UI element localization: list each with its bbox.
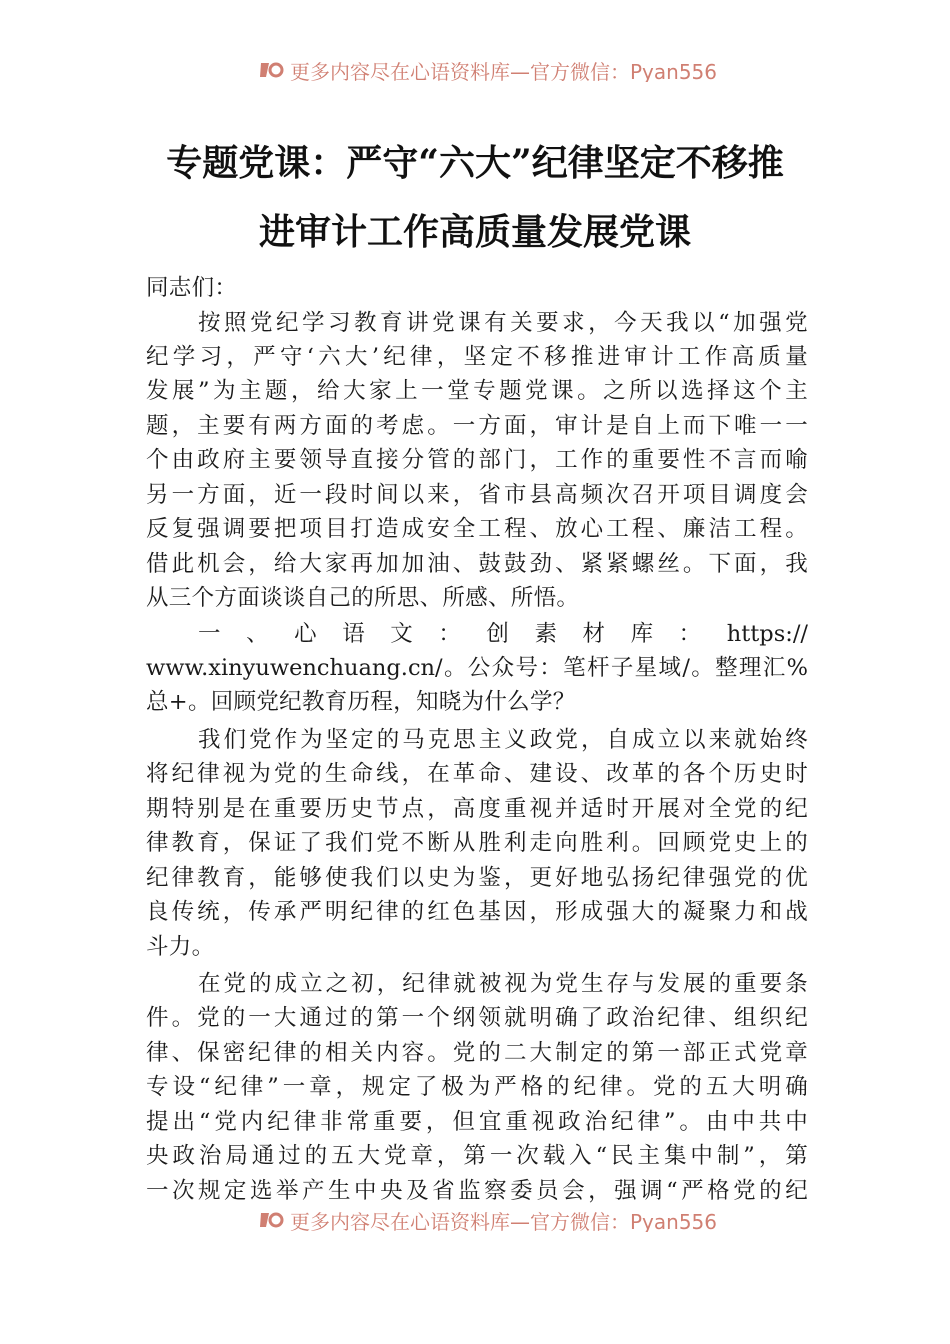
body-line: 提出“党内纪律非常重要，但宜重视政治纪律”。由中共中	[146, 1109, 808, 1135]
body-line: 良传统，传承严明纪律的红色基因，形成强大的凝聚力和战	[146, 899, 808, 925]
body-line: 律、保密纪律的相关内容。党的二大制定的第一部正式党章	[146, 1040, 808, 1066]
body-line: 反复强调要把项目打造成安全工程、放心工程、廉洁工程。	[146, 516, 808, 542]
body-line: 央政治局通过的五大党章，第一次载入“民主集中制”，第	[146, 1143, 808, 1169]
body-line: 件。党的一大通过的第一个纲领就明确了政治纪律、组织纪	[146, 1005, 808, 1031]
document-title-line-1: 专题党课：严守“六大”纪律坚定不移推	[166, 142, 784, 184]
watermark-header-text: 更多内容尽在心语资料库—官方微信：Pyan556	[290, 59, 718, 82]
watermark-logo-icon	[258, 59, 284, 81]
watermark-logo-icon	[258, 1209, 284, 1231]
salutation-line: 同志们：	[146, 275, 238, 301]
body-line: 按照党纪学习教育讲党课有关要求，今天我以“加强党	[198, 310, 808, 336]
body-line: 总+。回顾党纪教育历程，知晓为什么学？	[146, 689, 576, 715]
watermark-footer	[258, 1208, 778, 1232]
body-line: 个由政府主要领导直接分管的部门，工作的重要性不言而喻	[146, 447, 808, 473]
body-line: 斗力。	[146, 934, 215, 960]
body-line: 律教育，保证了我们党不断从胜利走向胜利。回顾党史上的	[146, 830, 808, 856]
watermark-header	[258, 58, 778, 82]
body-line: 专设“纪律”一章，规定了极为严格的纪律。党的五大明确	[146, 1074, 808, 1100]
section-heading-line: 一、心语文：创素材库：https://	[198, 621, 808, 647]
watermark-footer-text: 更多内容尽在心语资料库—官方微信：Pyan556	[290, 1209, 718, 1232]
body-line: 另一方面，近一段时间以来，省市县高频次召开项目调度会	[146, 482, 808, 508]
body-line: 纪律教育，能够使我们以史为鉴，更好地弘扬纪律强党的优	[146, 865, 808, 891]
body-line: 从三个方面谈谈自己的所思、所感、所悟。	[146, 585, 580, 611]
body-line: 借此机会，给大家再加加油、鼓鼓劲、紧紧螺丝。下面，我	[146, 551, 808, 577]
body-line: 将纪律视为党的生命线，在革命、建设、改革的各个历史时	[146, 761, 808, 787]
body-line: 发展”为主题，给大家上一堂专题党课。之所以选择这个主	[146, 378, 808, 404]
document-title-line-2: 进审计工作高质量发展党课	[258, 211, 691, 253]
body-line: 期特别是在重要历史节点，高度重视并适时开展对全党的纪	[146, 796, 808, 822]
body-line: 一次规定选举产生中央及省监察委员会，强调“严格党的纪	[146, 1178, 808, 1204]
body-line: 纪学习，严守‘六大’纪律，坚定不移推进审计工作高质量	[146, 344, 808, 370]
body-line: 在党的成立之初，纪律就被视为党生存与发展的重要条	[198, 971, 808, 997]
body-line: 我们党作为坚定的马克思主义政党，自成立以来就始终	[198, 727, 808, 753]
body-line: www.xinyuwenchuang.cn/。公众号：笔杆子星域/。整理汇%	[146, 655, 808, 681]
body-line: 题，主要有两方面的考虑。一方面，审计是自上而下唯一一	[146, 413, 808, 439]
